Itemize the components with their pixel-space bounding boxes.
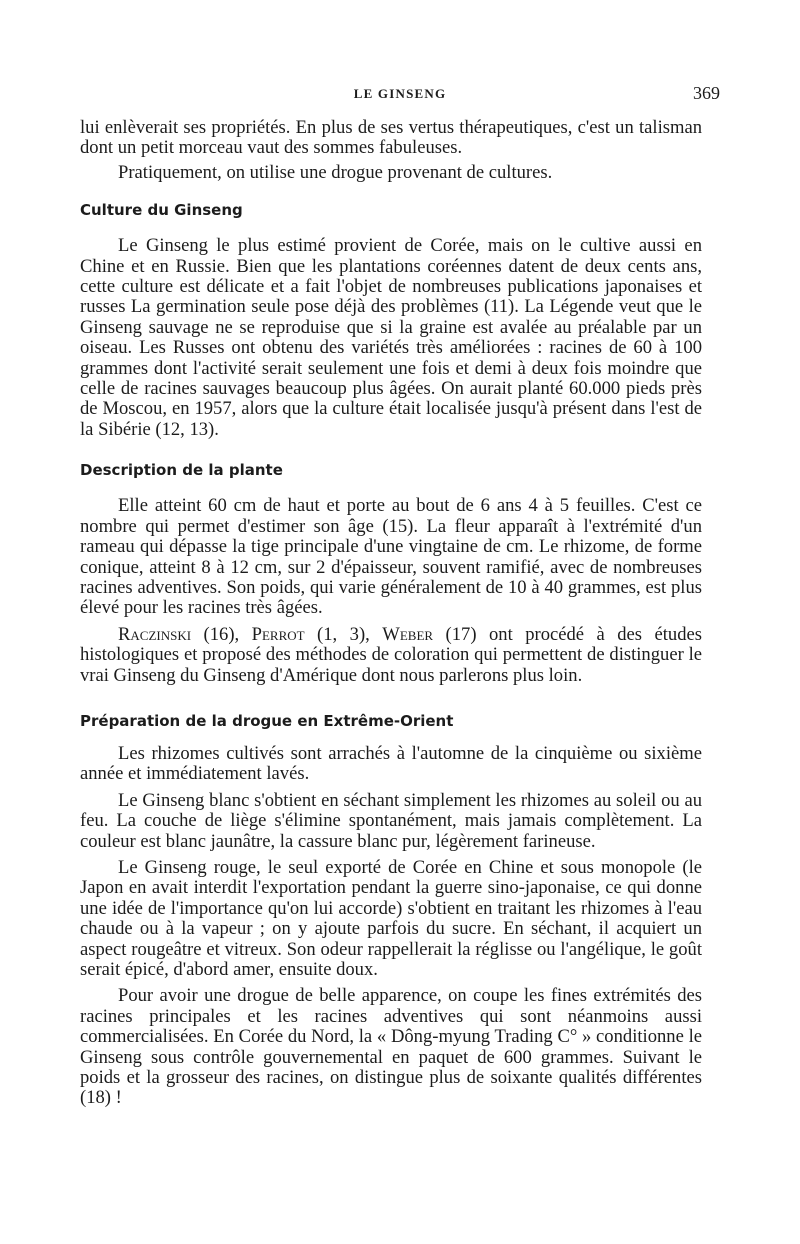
author-name: Perrot xyxy=(251,623,305,645)
intro-paragraph-2: Pratiquement, on utilise une drogue provenant de cultures. xyxy=(118,161,553,183)
section-heading-preparation: Préparation de la drogue en Extrême-Orient xyxy=(80,711,454,730)
page-body xyxy=(80,118,702,1109)
culture-paragraph-1: Le Ginseng le plus estimé provient de Corée, mais on le cultive aussi en Chine et en Russie. Bien que les plantations coréennes datent de deux cents ans, cette culture est délicate et a fait l'objet de nombreuses publications japonaises et russes La germination seule pose déjà des problèmes (11). La Légende veut que le Ginseng sauvage ne se reproduise que si la graine est avalée au préalable par un oiseau. Les Russes ont obtenu des variétés très améliorées : racines de 60 à 100 grammes dont l'activité serait seulement une fois et demi à deux fois moindre que celle de racines sauvages beaucoup plus âgées. On aurait planté 60.000 pieds près de Moscou, en 1957, alors que la culture était localisée jusqu'à présent dans l'est de la Sibérie (12, 13). xyxy=(80,235,702,440)
paragraph-text: (17) ont procédé à des études histologiques et proposé des méthodes de coloration qui permettent de distinguer le vrai Ginseng du Ginseng d'Amérique dont nous parlerons plus loin. xyxy=(80,623,702,686)
author-name: Raczinski xyxy=(118,623,192,645)
running-title: LE GINSENG xyxy=(353,86,447,101)
page-number: 369 xyxy=(693,83,720,103)
citation: (16), xyxy=(191,623,252,645)
preparation-paragraph-2: Le Ginseng blanc s'obtient en séchant simplement les rhizomes au soleil ou au feu. La couche de liège s'élimine spontanément, mais jamais complètement. La couleur est blanc jaunâtre, la cassure blanc pur, légèrement farineuse. xyxy=(80,789,702,852)
citation: (1, 3), xyxy=(304,623,383,645)
description-paragraph-2 xyxy=(80,625,702,686)
running-header xyxy=(80,83,720,106)
description-paragraph-1: Elle atteint 60 cm de haut et porte au bout de 6 ans 4 à 5 feuilles. C'est ce nombre qui permet d'estimer son âge (15). La fleur apparaît à l'extrémité d'un rameau qui dépasse la tige principale d'une vingtaine de cm. Le rhizome, de forme conique, atteint 8 à 12 cm, sur 2 d'épaisseur, souvent ramifié, avec de nombreuses racines adventives. Son poids, qui varie généralement de 10 à 40 grammes, est plus élevé pour les racines très âgées. xyxy=(80,495,702,619)
section-heading-culture: Culture du Ginseng xyxy=(80,201,243,220)
section-heading-description: Description de la plante xyxy=(80,461,283,480)
preparation-paragraph-4: Pour avoir une drogue de belle apparence, on coupe les fines extrémités des racines principales et les racines adventives qui sont néanmoins aussi commercialisées. En Corée du Nord, la « Dông-myung Trading C° » conditionne le Ginseng sous contrôle gouvernemental en paquet de 600 grammes. Suivant le poids et la grosseur des racines, on distingue plus de soixante qualités différentes (18) ! xyxy=(80,985,702,1109)
preparation-paragraph-1: Les rhizomes cultivés sont arrachés à l'automne de la cinquième ou sixième année et immédiatement lavés. xyxy=(80,742,702,785)
intro-paragraph-1: lui enlèverait ses propriétés. En plus de ses vertus thérapeutiques, c'est un talisman dont un petit morceau vaut des sommes fabuleuses. xyxy=(80,117,702,159)
preparation-paragraph-3: Le Ginseng rouge, le seul exporté de Corée en Chine et sous monopole (le Japon en avait interdit l'exportation pendant la guerre sino-japonaise, ce qui donne une idée de l'importance qu'on lui accorde) s'obtient en traitant les rhizomes à l'eau chaude ou à la vapeur ; on y ajoute parfois du sucre. En séchant, il acquiert un aspect rougeâtre et vitreux. Son odeur rappellerait la réglisse ou l'angélique, le goût serait épicé, d'abord amer, ensuite doux. xyxy=(80,856,702,980)
author-name: Weber xyxy=(382,623,434,645)
